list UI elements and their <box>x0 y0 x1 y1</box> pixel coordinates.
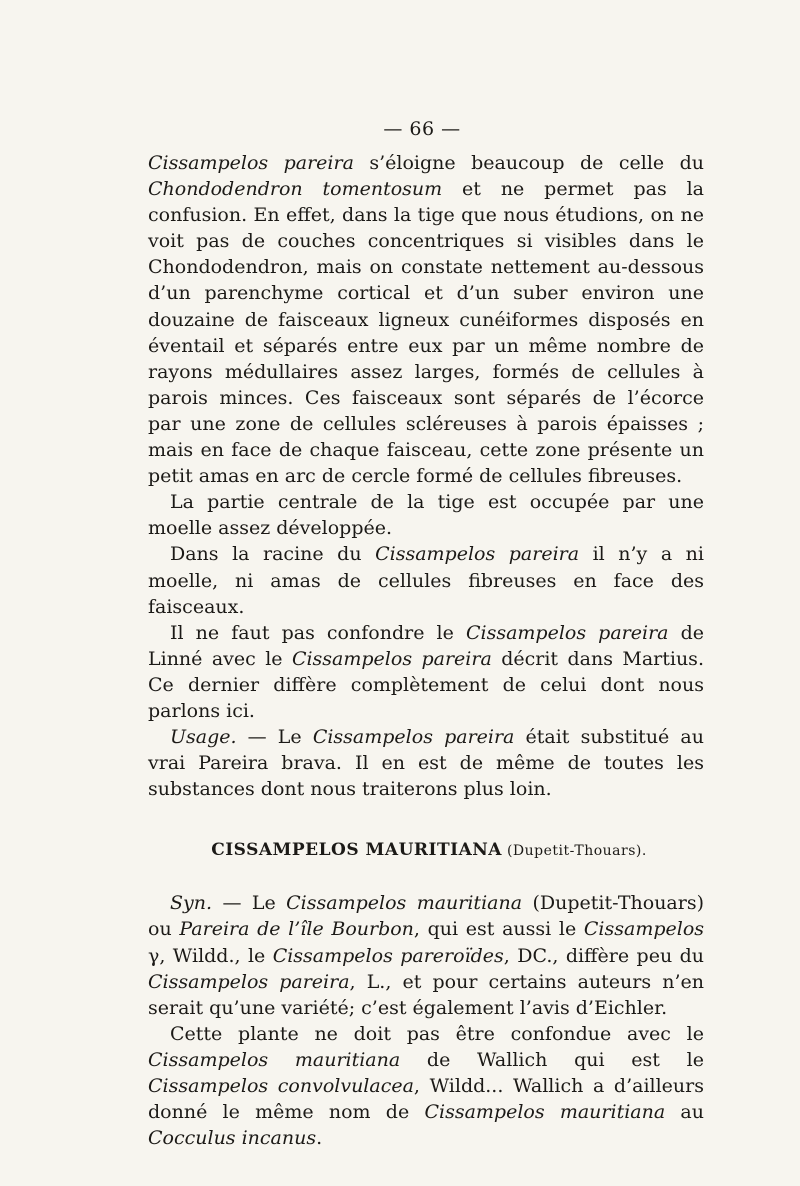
page-number: — 66 — <box>383 118 461 140</box>
taxon-name: Cocculus incanus <box>148 1127 317 1150</box>
text-run: — Le <box>212 892 287 915</box>
text-run: de Linné avec le <box>148 621 705 670</box>
usage-label: Usage. <box>170 726 237 749</box>
text-run: de Wallich qui est le <box>400 1048 704 1071</box>
text-run: (Dupetit-Thouars) ou <box>148 892 704 941</box>
text-run: s’éloigne beaucoup de celle du <box>353 152 704 174</box>
taxon-name: Cissampelos pareira <box>148 970 350 993</box>
paragraph-wallich <box>148 1021 704 1151</box>
taxon-name: Cissampelos mauritiana <box>424 1101 666 1124</box>
section-heading-author: (Dupetit-Thouars). <box>502 843 647 860</box>
text-run: , DC., diffère peu du <box>503 944 704 967</box>
taxon-name: Pareira de l’île Bourbon <box>179 918 414 941</box>
taxon-name: Chondodendron tomentosum <box>148 178 443 201</box>
text-run: au <box>665 1101 704 1124</box>
body-text <box>148 150 704 802</box>
taxon-name: Cissampelos mauritiana <box>148 1048 401 1071</box>
text-run: Dans la racine du <box>170 543 376 566</box>
text-run: était substitué au vrai Pareira brava. Il en est de même de toutes les substances dont nous traiterons plus loin. <box>148 726 704 801</box>
taxon-name: Cissampelos mauritiana <box>286 892 523 915</box>
text-run: et ne permet pas la confusion. En effet, dans la tige que nous étudions, on ne voit pas de couches concentriques si visibles dans le Chondodendron, mais on constate nettement au-dessous d’un parenchyme cortical et d’un suber environ une douzaine de faisceaux ligneux cunéiformes disposés en éventail et séparés entre eux par un même nombre de rayons médullaires assez larges, formés de cellules à parois minces. Ces faisceaux sont séparés de l’écorce par une zone de cellules scléreuses à parois épaisses ; mais en face de chaque faisceau, cette zone présente un petit amas en arc de cercle formé de cellules fibreuses. <box>148 178 704 488</box>
paragraph-confusion <box>148 620 704 724</box>
text-run: . <box>316 1127 323 1150</box>
body-text-section <box>148 890 704 1151</box>
text-run: , qui est aussi le <box>413 918 584 941</box>
taxon-name: Cissampelos pareira <box>312 726 515 749</box>
text-run: Il ne faut pas confondre le <box>170 621 466 644</box>
taxon-name: Cissampelos pareira <box>465 621 669 644</box>
text-run: , L., et pour certains auteurs n’en serait qu’une variété; c’est également l’avis d’Eichler. <box>148 970 704 1019</box>
text-run: , Wildd... Wallich a d’ailleurs donné le même nom de <box>148 1075 704 1124</box>
taxon-name: Cissampelos pareira <box>375 543 580 566</box>
paragraph-root <box>148 541 704 619</box>
taxon-name: Cissampelos pareira <box>291 647 492 670</box>
text-run: décrit dans Martius. Ce dernier diffère complètement de celui dont nous parlons ici. <box>148 647 704 722</box>
text-run: Cette plante ne doit pas être confondue avec le <box>170 1022 704 1045</box>
taxon-name: Cissampelos pareroïdes <box>272 944 504 967</box>
text-run: γ, Wildd., le <box>148 944 273 967</box>
taxon-name: Cissampelos <box>583 918 705 941</box>
paragraph-stem-comparison <box>148 150 704 489</box>
syn-label: Syn. <box>170 892 213 915</box>
section-heading <box>148 840 704 860</box>
text-run: — Le <box>236 726 313 749</box>
paragraph-synonyms <box>148 890 704 1020</box>
taxon-name: Cissampelos pareira <box>148 152 354 174</box>
section-heading-name: CISSAMPELOS MAURITIANA <box>211 840 502 861</box>
paragraph-pith: La partie centrale de la tige est occupée par une moelle assez développée. <box>148 491 704 540</box>
taxon-name: Cissampelos convolvulacea <box>148 1075 414 1097</box>
text-run: il n’y a ni moelle, ni amas de cellules fibreuses en face des faisceaux. <box>148 543 704 618</box>
paragraph-usage <box>148 724 704 802</box>
